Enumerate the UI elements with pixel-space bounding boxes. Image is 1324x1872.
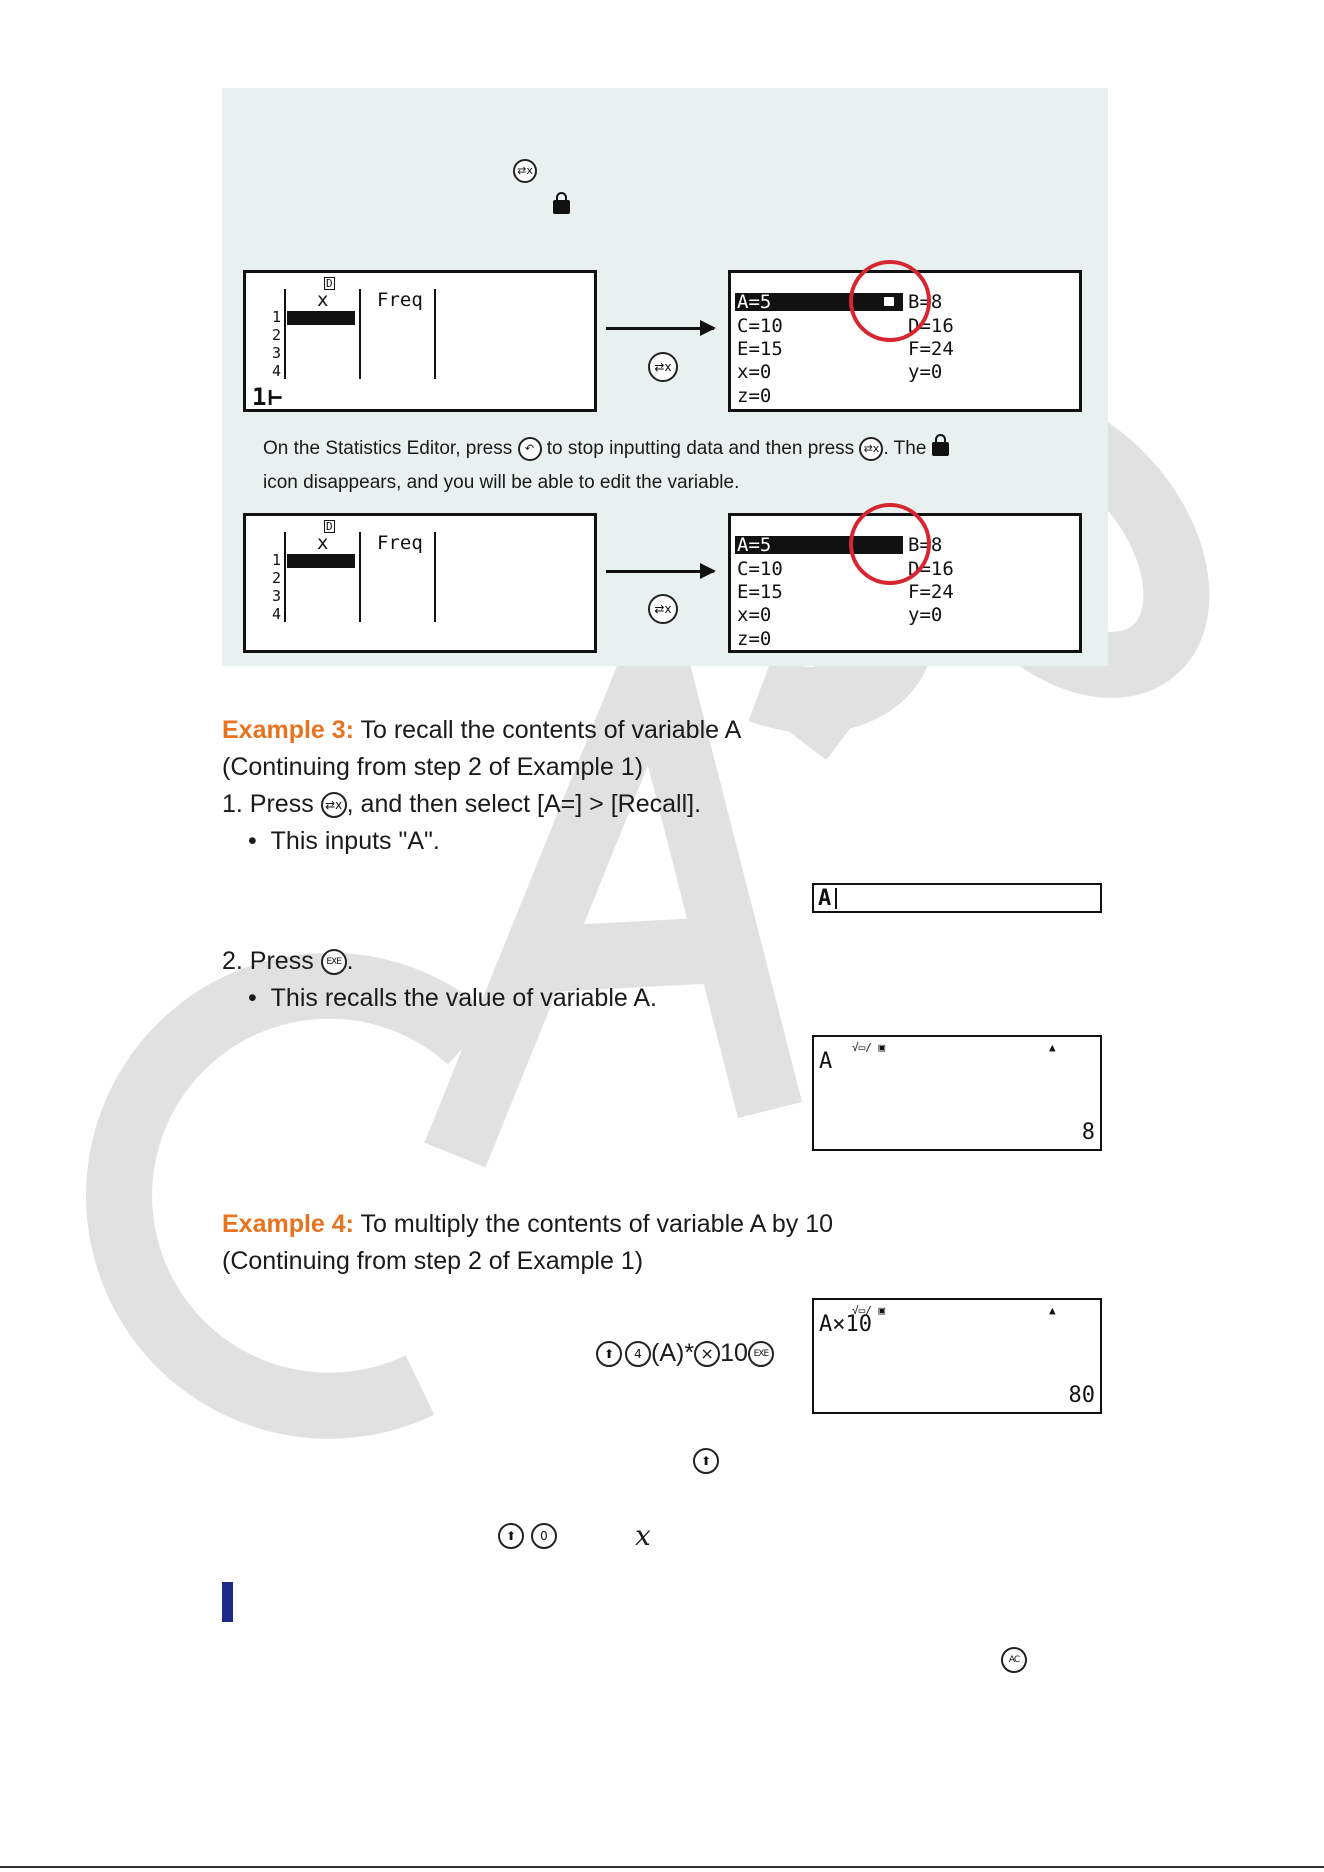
transition-arrow: [606, 327, 714, 330]
shift-key-icon: ⬆: [498, 1523, 524, 1549]
variable-b: B=8: [908, 291, 943, 313]
variable-f: F=24: [908, 581, 954, 603]
example4-label: Example 4:: [222, 1210, 355, 1238]
shift-key-icon: ⬆: [693, 1448, 719, 1474]
statistics-editor-screen: [243, 513, 597, 653]
math-indicator: √▭/ ▣: [852, 1041, 886, 1054]
example3-title: To recall the contents of variable A: [354, 716, 742, 744]
screen-result-text: 8: [1081, 1120, 1095, 1145]
highlight-circle: [849, 503, 931, 585]
input-line: 1: [252, 383, 267, 411]
section-marker: [222, 1582, 233, 1622]
step-text: .: [346, 947, 354, 975]
degree-indicator: D: [326, 277, 333, 290]
input-cursor: ⊢: [268, 383, 283, 411]
note-text: to stop inputting data and then press: [546, 438, 855, 459]
variable-f: F=24: [908, 338, 954, 360]
example4-key-sequence: [596, 1341, 774, 1367]
example3-heading: [222, 718, 741, 743]
variable-z: z=0: [737, 385, 772, 407]
statistics-editor-screen: [243, 270, 597, 412]
up-arrow-indicator: ▲: [1049, 1304, 1056, 1317]
row-number: 1: [272, 308, 282, 326]
example3-step1-bullet: • This inputs "A".: [248, 827, 440, 855]
screen-result-text: 80: [1068, 1383, 1095, 1408]
shift-key-icon: ⬆: [596, 1341, 622, 1367]
page-footer-rule: [0, 1866, 1324, 1868]
degree-indicator: D: [326, 520, 333, 533]
row-number: 2: [272, 569, 282, 587]
variable-a: A=5: [737, 291, 772, 313]
calculator-input-screen: [812, 883, 1102, 913]
step-text: 2. Press: [222, 947, 314, 975]
x-variable-icon: 𝑥: [635, 1519, 651, 1552]
key-sequence-text: (A)*: [651, 1339, 695, 1367]
variable-y: y=0: [908, 361, 943, 383]
note-text: On the Statistics Editor, press: [263, 438, 513, 459]
example3-subtitle: (Continuing from step 2 of Example 1): [222, 753, 644, 781]
column-header-x: x: [317, 532, 329, 554]
variable-e: E=15: [737, 338, 783, 360]
exe-key-icon: EXE: [748, 1341, 774, 1367]
column-header-freq: Freq: [377, 532, 423, 554]
variable-d: D=16: [908, 315, 954, 337]
example3-step2: [222, 949, 354, 975]
variable-z: z=0: [737, 628, 772, 650]
lock-icon: [553, 200, 570, 214]
exe-key-icon: EXE: [321, 949, 347, 975]
variable-c: C=10: [737, 558, 783, 580]
text-cursor: [835, 888, 837, 909]
step-text: 1. Press: [222, 790, 314, 818]
up-arrow-indicator: ▲: [1049, 1041, 1056, 1054]
variable-b: B=8: [908, 534, 943, 556]
variable-c: C=10: [737, 315, 783, 337]
step-text: , and then select [A=] > [Recall].: [346, 790, 702, 818]
variable-key-icon: ⇄x: [648, 594, 678, 624]
row-number: 1: [272, 551, 282, 569]
back-key-icon: ↶: [518, 437, 542, 461]
example4-title: To multiply the contents of variable A by 10: [354, 1210, 834, 1238]
row-number: 3: [272, 344, 282, 362]
selected-cell: [287, 311, 355, 325]
screen-input-text: A: [819, 1049, 833, 1074]
multiply-key-icon: ×: [694, 1341, 720, 1367]
example3-step1: [222, 792, 701, 818]
note-text: . The: [883, 438, 927, 459]
row-number: 4: [272, 362, 282, 380]
panel-note: [263, 432, 1083, 500]
calculator-result-screen: [812, 1035, 1102, 1151]
variable-e: E=15: [737, 581, 783, 603]
example4-heading: [222, 1212, 833, 1237]
bullet-text: This recalls the value of variable A.: [270, 984, 657, 1012]
math-indicator: √▭/ ▣: [852, 1304, 886, 1317]
example4-subtitle: (Continuing from step 2 of Example 1): [222, 1247, 644, 1275]
screen-input-text: A: [818, 886, 832, 911]
variable-key-icon: ⇄x: [648, 352, 678, 382]
column-header-x: x: [317, 289, 329, 311]
variable-key-icon: ⇄x: [859, 437, 883, 461]
key-sequence-text: 10: [720, 1339, 748, 1367]
example3-step2-bullet: • This recalls the value of variable A.: [248, 984, 657, 1012]
screen-input-text: A×10: [819, 1312, 872, 1337]
transition-arrow: [606, 570, 714, 573]
variable-x: x=0: [737, 361, 772, 383]
lock-icon: [932, 442, 949, 456]
note-text: icon disappears, and you will be able to edit the variable.: [263, 472, 740, 493]
zero-key-icon: 0: [531, 1523, 557, 1549]
highlight-circle: [849, 260, 931, 342]
variable-key-icon: ⇄x: [513, 159, 537, 183]
ac-key-icon: AC: [1001, 1647, 1027, 1673]
row-number: 3: [272, 587, 282, 605]
variable-a: A=5: [737, 534, 772, 556]
row-number: 4: [272, 605, 282, 623]
example3-label: Example 3:: [222, 716, 355, 744]
variable-d: D=16: [908, 558, 954, 580]
calculator-result-screen: [812, 1298, 1102, 1414]
bullet-text: This inputs "A".: [270, 827, 440, 855]
variable-x: x=0: [737, 604, 772, 626]
variable-key-icon: ⇄x: [321, 792, 347, 818]
column-header-freq: Freq: [377, 289, 423, 311]
variable-y: y=0: [908, 604, 943, 626]
selected-cell: [287, 554, 355, 568]
four-key-icon: 4: [625, 1341, 651, 1367]
row-number: 2: [272, 326, 282, 344]
